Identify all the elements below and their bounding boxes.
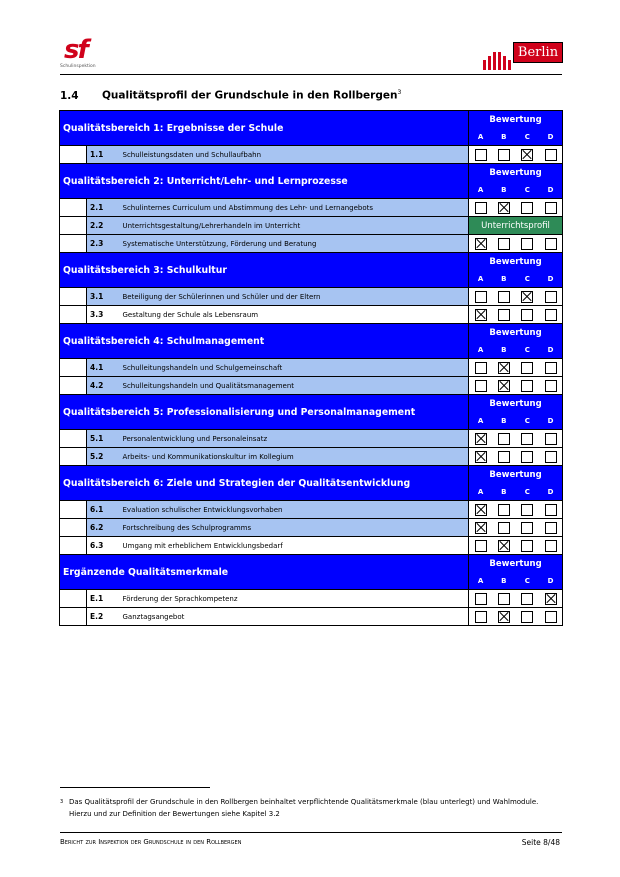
empty-box-icon xyxy=(521,362,533,374)
schulinspektion-logo-mark: sf xyxy=(64,35,87,65)
rating-cell-a xyxy=(469,146,493,164)
item-number: 4.2 xyxy=(87,377,121,395)
row-indent xyxy=(60,306,87,324)
rating-letter-b: B xyxy=(492,485,516,501)
rating-cell-c xyxy=(516,430,540,448)
row-indent xyxy=(60,608,87,626)
item-label: Gestaltung der Schule als Lebensraum xyxy=(121,306,469,324)
rating-letter-b: B xyxy=(492,272,516,288)
checked-box-icon xyxy=(498,380,510,392)
empty-box-icon xyxy=(545,202,557,214)
item-number: 5.1 xyxy=(87,430,121,448)
empty-box-icon xyxy=(545,451,557,463)
rating-letter-c: C xyxy=(516,343,540,359)
empty-box-icon xyxy=(521,380,533,392)
rating-cell-c xyxy=(516,501,540,519)
rating-letter-a: A xyxy=(469,343,493,359)
empty-box-icon xyxy=(498,238,510,250)
item-number: 6.3 xyxy=(87,537,121,555)
rating-letter-d: D xyxy=(539,343,563,359)
table-row xyxy=(60,288,563,306)
header-divider xyxy=(60,74,562,75)
section-title-text: Qualitätsprofil der Grundschule in den Rollbergen xyxy=(102,89,398,102)
rating-cell-a xyxy=(469,519,493,537)
checked-box-icon xyxy=(475,504,487,516)
table-row xyxy=(60,146,563,164)
rating-cell-c xyxy=(516,519,540,537)
item-number: 6.1 xyxy=(87,501,121,519)
row-indent xyxy=(60,146,87,164)
item-number: 5.2 xyxy=(87,448,121,466)
empty-box-icon xyxy=(498,309,510,321)
rating-cell-a xyxy=(469,430,493,448)
row-indent xyxy=(60,199,87,217)
item-label: Schulleistungsdaten und Schullaufbahn xyxy=(121,146,469,164)
group-header-row xyxy=(60,164,563,183)
item-label: Umgang mit erheblichem Entwicklungsbedarf xyxy=(121,537,469,555)
rating-cell-d xyxy=(539,377,563,395)
empty-box-icon xyxy=(475,291,487,303)
empty-box-icon xyxy=(545,611,557,623)
checked-box-icon xyxy=(475,309,487,321)
empty-box-icon xyxy=(545,362,557,374)
checked-box-icon xyxy=(521,149,533,161)
rating-cell-d xyxy=(539,501,563,519)
rating-cell-c xyxy=(516,288,540,306)
rating-cell-d xyxy=(539,235,563,253)
checked-box-icon xyxy=(475,238,487,250)
footnote-reference: 3 xyxy=(397,89,402,96)
item-number: 2.2 xyxy=(87,217,121,235)
row-indent xyxy=(60,359,87,377)
rating-letter-d: D xyxy=(539,485,563,501)
rating-cell-b xyxy=(492,501,516,519)
footnote-text: Das Qualitätsprofil der Grundschule in den Rollbergen beinhaltet verpflichtende Qualitätsmerkmale (blau unterlegt) und Wahlmodule. Hierzu und zur Definition der Bewertungen siehe Kapitel 3.2 xyxy=(69,798,539,818)
rating-cell-a xyxy=(469,199,493,217)
rating-cell-a xyxy=(469,501,493,519)
rating-letter-c: C xyxy=(516,414,540,430)
footer-report-title: Bericht zur Inspektion der Grundschule in den Rollbergen xyxy=(60,838,242,846)
rating-cell-d xyxy=(539,288,563,306)
rating-cell-d xyxy=(539,146,563,164)
rating-cell-a xyxy=(469,288,493,306)
item-label: Ganztagsangebot xyxy=(121,608,469,626)
empty-box-icon xyxy=(545,380,557,392)
rating-cell-a xyxy=(469,359,493,377)
rating-letter-d: D xyxy=(539,130,563,146)
table-row xyxy=(60,519,563,537)
item-label: Schulleitungshandeln und Qualitätsmanagement xyxy=(121,377,469,395)
berlin-logo xyxy=(483,42,561,70)
empty-box-icon xyxy=(498,433,510,445)
rating-cell-c xyxy=(516,235,540,253)
rating-letter-d: D xyxy=(539,183,563,199)
rating-cell-b xyxy=(492,306,516,324)
row-indent xyxy=(60,537,87,555)
row-indent xyxy=(60,448,87,466)
schulinspektion-logo-subtitle: Schulinspektion xyxy=(60,64,96,69)
empty-box-icon xyxy=(498,522,510,534)
schulinspektion-logo xyxy=(60,36,110,74)
empty-box-icon xyxy=(475,362,487,374)
group-header-row xyxy=(60,253,563,272)
rating-cell-b xyxy=(492,235,516,253)
rating-cell-b xyxy=(492,430,516,448)
berlin-logo-text: Berlin xyxy=(513,42,563,63)
item-label: Beteiligung der Schülerinnen und Schüler und der Eltern xyxy=(121,288,469,306)
unterrichtsprofil-link[interactable]: Unterrichtsprofil xyxy=(469,217,563,235)
row-indent xyxy=(60,501,87,519)
empty-box-icon xyxy=(475,149,487,161)
group-title: Qualitätsbereich 1: Ergebnisse der Schule xyxy=(60,111,469,146)
checked-box-icon xyxy=(545,593,557,605)
rating-cell-d xyxy=(539,590,563,608)
rating-cell-a xyxy=(469,235,493,253)
item-number: 1.1 xyxy=(87,146,121,164)
rating-cell-d xyxy=(539,537,563,555)
rating-cell-c xyxy=(516,537,540,555)
table-row xyxy=(60,537,563,555)
rating-cell-a xyxy=(469,590,493,608)
item-label: Personalentwicklung und Personaleinsatz xyxy=(121,430,469,448)
empty-box-icon xyxy=(475,380,487,392)
footnote xyxy=(60,796,560,818)
empty-box-icon xyxy=(498,291,510,303)
empty-box-icon xyxy=(475,611,487,623)
footnote-number: 3 xyxy=(60,799,64,805)
rating-letter-c: C xyxy=(516,272,540,288)
row-indent xyxy=(60,430,87,448)
rating-cell-d xyxy=(539,519,563,537)
rating-cell-a xyxy=(469,306,493,324)
rating-cell-a xyxy=(469,537,493,555)
row-indent xyxy=(60,590,87,608)
group-header-row xyxy=(60,111,563,130)
row-indent xyxy=(60,519,87,537)
table-row xyxy=(60,501,563,519)
checked-box-icon xyxy=(521,291,533,303)
rating-cell-c xyxy=(516,608,540,626)
empty-box-icon xyxy=(545,309,557,321)
group-title: Qualitätsbereich 3: Schulkultur xyxy=(60,253,469,288)
rating-letter-b: B xyxy=(492,574,516,590)
table-row xyxy=(60,235,563,253)
rating-cell-b xyxy=(492,146,516,164)
table-row xyxy=(60,359,563,377)
rating-letter-d: D xyxy=(539,272,563,288)
rating-cell-d xyxy=(539,608,563,626)
rating-cell-b xyxy=(492,608,516,626)
rating-cell-c xyxy=(516,146,540,164)
row-indent xyxy=(60,217,87,235)
empty-box-icon xyxy=(545,522,557,534)
bewertung-header: Bewertung xyxy=(469,466,563,485)
rating-letter-b: B xyxy=(492,183,516,199)
footer-divider xyxy=(60,832,562,833)
quality-profile-table xyxy=(59,110,563,626)
rating-cell-d xyxy=(539,306,563,324)
rating-cell-b xyxy=(492,359,516,377)
group-header-row xyxy=(60,466,563,485)
rating-cell-a xyxy=(469,448,493,466)
rating-letter-b: B xyxy=(492,343,516,359)
rating-cell-c xyxy=(516,590,540,608)
group-title: Qualitätsbereich 4: Schulmanagement xyxy=(60,324,469,359)
item-number: 2.3 xyxy=(87,235,121,253)
empty-box-icon xyxy=(545,291,557,303)
row-indent xyxy=(60,288,87,306)
rating-cell-b xyxy=(492,590,516,608)
empty-box-icon xyxy=(545,504,557,516)
empty-box-icon xyxy=(521,433,533,445)
empty-box-icon xyxy=(545,149,557,161)
item-label: Systematische Unterstützung, Förderung und Beratung xyxy=(121,235,469,253)
rating-letter-c: C xyxy=(516,574,540,590)
bewertung-header: Bewertung xyxy=(469,395,563,414)
bewertung-header: Bewertung xyxy=(469,324,563,343)
empty-box-icon xyxy=(545,540,557,552)
rating-letter-c: C xyxy=(516,485,540,501)
bewertung-header: Bewertung xyxy=(469,111,563,130)
empty-box-icon xyxy=(475,593,487,605)
rating-letter-a: A xyxy=(469,414,493,430)
empty-box-icon xyxy=(498,593,510,605)
group-header-row xyxy=(60,395,563,414)
empty-box-icon xyxy=(521,451,533,463)
item-label: Schulinternes Curriculum und Abstimmung des Lehr- und Lernangebots xyxy=(121,199,469,217)
item-label: Fortschreibung des Schulprogramms xyxy=(121,519,469,537)
rating-letter-a: A xyxy=(469,272,493,288)
item-label: Arbeits- und Kommunikationskultur im Kollegium xyxy=(121,448,469,466)
empty-box-icon xyxy=(521,593,533,605)
rating-cell-a xyxy=(469,608,493,626)
group-title: Qualitätsbereich 5: Professionalisierung und Personalmanagement xyxy=(60,395,469,430)
item-number: E.2 xyxy=(87,608,121,626)
item-label: Schulleitungshandeln und Schulgemeinschaft xyxy=(121,359,469,377)
bewertung-header: Bewertung xyxy=(469,253,563,272)
checked-box-icon xyxy=(475,433,487,445)
bewertung-header: Bewertung xyxy=(469,164,563,183)
empty-box-icon xyxy=(545,433,557,445)
empty-box-icon xyxy=(521,202,533,214)
rating-cell-b xyxy=(492,448,516,466)
rating-letter-b: B xyxy=(492,414,516,430)
section-number: 1.4 xyxy=(60,89,79,102)
item-number: E.1 xyxy=(87,590,121,608)
rating-cell-c xyxy=(516,199,540,217)
item-number: 3.1 xyxy=(87,288,121,306)
rating-cell-d xyxy=(539,199,563,217)
item-number: 4.1 xyxy=(87,359,121,377)
empty-box-icon xyxy=(521,309,533,321)
footer-page-number: Seite 8/48 xyxy=(521,838,560,847)
rating-letter-a: A xyxy=(469,130,493,146)
item-number: 3.3 xyxy=(87,306,121,324)
empty-box-icon xyxy=(521,540,533,552)
item-label: Evaluation schulischer Entwicklungsvorhaben xyxy=(121,501,469,519)
group-title: Qualitätsbereich 2: Unterricht/Lehr- und Lernprozesse xyxy=(60,164,469,199)
checked-box-icon xyxy=(475,451,487,463)
rating-cell-c xyxy=(516,306,540,324)
rating-letter-c: C xyxy=(516,183,540,199)
empty-box-icon xyxy=(475,540,487,552)
checked-box-icon xyxy=(498,540,510,552)
empty-box-icon xyxy=(521,238,533,250)
table-row xyxy=(60,306,563,324)
brandenburg-gate-icon xyxy=(483,48,511,70)
rating-cell-b xyxy=(492,199,516,217)
item-label: Förderung der Sprachkompetenz xyxy=(121,590,469,608)
row-indent xyxy=(60,377,87,395)
rating-cell-d xyxy=(539,430,563,448)
rating-cell-d xyxy=(539,359,563,377)
rating-letter-a: A xyxy=(469,485,493,501)
item-label: Unterrichtsgestaltung/Lehrerhandeln im Unterricht xyxy=(121,217,469,235)
empty-box-icon xyxy=(498,149,510,161)
rating-cell-d xyxy=(539,448,563,466)
empty-box-icon xyxy=(521,611,533,623)
rating-letter-d: D xyxy=(539,414,563,430)
rating-letter-a: A xyxy=(469,574,493,590)
group-title: Qualitätsbereich 6: Ziele und Strategien der Qualitätsentwicklung xyxy=(60,466,469,501)
bewertung-header: Bewertung xyxy=(469,555,563,574)
rating-cell-b xyxy=(492,537,516,555)
item-number: 2.1 xyxy=(87,199,121,217)
rating-cell-c xyxy=(516,448,540,466)
checked-box-icon xyxy=(475,522,487,534)
rating-cell-b xyxy=(492,377,516,395)
rating-letter-c: C xyxy=(516,130,540,146)
checked-box-icon xyxy=(498,202,510,214)
table-row xyxy=(60,448,563,466)
rating-cell-b xyxy=(492,519,516,537)
checked-box-icon xyxy=(498,362,510,374)
rating-letter-b: B xyxy=(492,130,516,146)
group-header-row xyxy=(60,555,563,574)
table-row xyxy=(60,430,563,448)
empty-box-icon xyxy=(498,451,510,463)
rating-cell-c xyxy=(516,359,540,377)
rating-cell-c xyxy=(516,377,540,395)
row-indent xyxy=(60,235,87,253)
table-row xyxy=(60,608,563,626)
table-row xyxy=(60,199,563,217)
empty-box-icon xyxy=(498,504,510,516)
empty-box-icon xyxy=(521,522,533,534)
empty-box-icon xyxy=(545,238,557,250)
empty-box-icon xyxy=(521,504,533,516)
section-title xyxy=(60,89,401,102)
empty-box-icon xyxy=(475,202,487,214)
rating-letter-d: D xyxy=(539,574,563,590)
group-header-row xyxy=(60,324,563,343)
table-row xyxy=(60,377,563,395)
rating-cell-a xyxy=(469,377,493,395)
table-row xyxy=(60,217,563,235)
checked-box-icon xyxy=(498,611,510,623)
table-row xyxy=(60,590,563,608)
rating-cell-b xyxy=(492,288,516,306)
footnote-divider xyxy=(60,787,210,788)
item-number: 6.2 xyxy=(87,519,121,537)
rating-letter-a: A xyxy=(469,183,493,199)
group-title: Ergänzende Qualitätsmerkmale xyxy=(60,555,469,590)
